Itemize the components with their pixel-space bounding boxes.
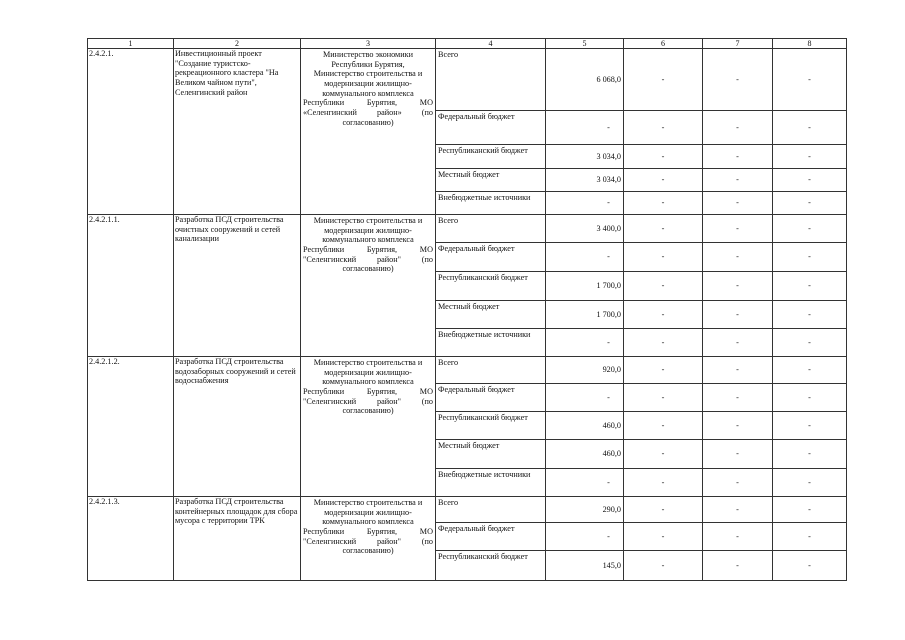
- item-code: 2.4.2.1.2.: [88, 357, 174, 497]
- funding-source: Всего: [436, 357, 546, 384]
- amount-col7: -: [703, 215, 773, 243]
- col-header-2: 2: [174, 39, 301, 49]
- amount-col6: -: [624, 497, 703, 523]
- funding-source: Федеральный бюджет: [436, 111, 546, 145]
- amount-col6: -: [624, 357, 703, 384]
- funding-source: Республиканский бюджет: [436, 412, 546, 440]
- amount-col7: -: [703, 272, 773, 301]
- amount-col6: -: [624, 469, 703, 497]
- amount-col8: -: [773, 169, 847, 192]
- amount-col7: -: [703, 169, 773, 192]
- funding-source: Всего: [436, 497, 546, 523]
- funding-source: Федеральный бюджет: [436, 243, 546, 272]
- item-executor: [301, 215, 436, 357]
- funding-source: Местный бюджет: [436, 301, 546, 329]
- amount-col5: 3 034,0: [546, 145, 624, 169]
- amount-col5: -: [546, 523, 624, 551]
- item-executor: [301, 49, 436, 215]
- amount-col8: -: [773, 523, 847, 551]
- executor-line: Республики Бурятия, МО: [303, 98, 433, 108]
- amount-col6: -: [624, 49, 703, 111]
- funding-source: Внебюджетные источники: [436, 469, 546, 497]
- executor-line: Республики Бурятия, МО: [303, 527, 433, 537]
- funding-source: Республиканский бюджет: [436, 551, 546, 581]
- amount-col5: -: [546, 469, 624, 497]
- table-row: [88, 497, 847, 523]
- amount-col5: -: [546, 111, 624, 145]
- amount-col5: -: [546, 384, 624, 412]
- amount-col7: -: [703, 145, 773, 169]
- amount-col6: -: [624, 412, 703, 440]
- amount-col8: -: [773, 469, 847, 497]
- amount-col6: -: [624, 329, 703, 357]
- item-code: 2.4.2.1.1.: [88, 215, 174, 357]
- amount-col7: -: [703, 497, 773, 523]
- amount-col8: -: [773, 145, 847, 169]
- amount-col6: -: [624, 301, 703, 329]
- amount-col8: -: [773, 111, 847, 145]
- amount-col8: -: [773, 243, 847, 272]
- executor-line: Республики Бурятия,: [331, 59, 405, 69]
- amount-col7: -: [703, 384, 773, 412]
- amount-col6: -: [624, 384, 703, 412]
- funding-source: Республиканский бюджет: [436, 272, 546, 301]
- amount-col6: -: [624, 145, 703, 169]
- amount-col5: 460,0: [546, 440, 624, 469]
- executor-line: модернизации жилищно-: [324, 507, 412, 517]
- item-executor: [301, 357, 436, 497]
- funding-source: Федеральный бюджет: [436, 384, 546, 412]
- amount-col6: -: [624, 111, 703, 145]
- amount-col5: 290,0: [546, 497, 624, 523]
- executor-line: "Селенгинский район" (по: [303, 396, 433, 406]
- amount-col6: -: [624, 272, 703, 301]
- funding-source: Внебюджетные источники: [436, 192, 546, 215]
- amount-col7: -: [703, 357, 773, 384]
- amount-col5: -: [546, 192, 624, 215]
- executor-line: согласованию): [342, 264, 394, 274]
- col-header-8: 8: [773, 39, 847, 49]
- funding-source: Всего: [436, 215, 546, 243]
- amount-col5: 1 700,0: [546, 301, 624, 329]
- item-code: 2.4.2.1.3.: [88, 497, 174, 581]
- col-header-5: 5: [546, 39, 624, 49]
- amount-col8: -: [773, 215, 847, 243]
- col-header-7: 7: [703, 39, 773, 49]
- executor-line: согласованию): [342, 546, 394, 556]
- amount-col7: -: [703, 111, 773, 145]
- amount-col6: -: [624, 243, 703, 272]
- col-header-1: 1: [88, 39, 174, 49]
- amount-col7: -: [703, 329, 773, 357]
- amount-col5: 145,0: [546, 551, 624, 581]
- amount-col7: -: [703, 469, 773, 497]
- amount-col7: -: [703, 440, 773, 469]
- item-name: Разработка ПСД строительства очистных сооружений и сетей канализации: [174, 215, 301, 357]
- executor-line: Министерство строительства и: [313, 69, 423, 79]
- amount-col6: -: [624, 551, 703, 581]
- item-name: Инвестиционный проект "Создание туристско-рекреационного кластера "На Великом чайном пути", Селенгинский район: [174, 49, 301, 215]
- funding-source: Республиканский бюджет: [436, 145, 546, 169]
- item-executor: [301, 497, 436, 581]
- amount-col5: 3 034,0: [546, 169, 624, 192]
- amount-col8: -: [773, 412, 847, 440]
- funding-source: Местный бюджет: [436, 440, 546, 469]
- amount-col5: 1 700,0: [546, 272, 624, 301]
- amount-col6: -: [624, 440, 703, 469]
- item-name: Разработка ПСД строительства водозаборных сооружений и сетей водоснабжения: [174, 357, 301, 497]
- funding-source: Внебюджетные источники: [436, 329, 546, 357]
- col-header-6: 6: [624, 39, 703, 49]
- executor-line: Министерство экономики: [323, 50, 413, 59]
- amount-col5: -: [546, 243, 624, 272]
- executor-line: Министерство строительства и: [313, 358, 423, 367]
- amount-col6: -: [624, 215, 703, 243]
- table-row: [88, 357, 847, 384]
- executor-line: «Селенгинский район» (по: [303, 108, 433, 118]
- amount-col6: -: [624, 192, 703, 215]
- amount-col7: -: [703, 49, 773, 111]
- executor-line: Республики Бурятия, МО: [303, 245, 433, 255]
- executor-line: Министерство строительства и: [313, 498, 423, 507]
- executor-line: коммунального комплекса: [322, 517, 414, 527]
- table-row: [88, 215, 847, 243]
- amount-col7: -: [703, 192, 773, 215]
- amount-col5: 920,0: [546, 357, 624, 384]
- amount-col8: -: [773, 272, 847, 301]
- executor-line: коммунального комплекса: [322, 235, 414, 245]
- amount-col8: -: [773, 384, 847, 412]
- executor-line: Министерство строительства и: [313, 216, 423, 225]
- col-header-4: 4: [436, 39, 546, 49]
- amount-col8: -: [773, 192, 847, 215]
- executor-line: согласованию): [342, 406, 394, 416]
- amount-col8: -: [773, 301, 847, 329]
- executor-line: согласованию): [342, 117, 394, 127]
- budget-table: [87, 38, 847, 581]
- amount-col7: -: [703, 243, 773, 272]
- funding-source: Местный бюджет: [436, 169, 546, 192]
- amount-col8: -: [773, 357, 847, 384]
- executor-line: "Селенгинский район" (по: [303, 254, 433, 264]
- amount-col7: -: [703, 412, 773, 440]
- item-code: 2.4.2.1.: [88, 49, 174, 215]
- document-page: [87, 38, 846, 581]
- amount-col5: 6 068,0: [546, 49, 624, 111]
- executor-line: модернизации жилищно-: [324, 367, 412, 377]
- amount-col8: -: [773, 329, 847, 357]
- executor-line: Республики Бурятия, МО: [303, 387, 433, 397]
- executor-line: коммунального комплекса: [322, 377, 414, 387]
- table-body: [88, 49, 847, 581]
- amount-col6: -: [624, 169, 703, 192]
- funding-source: Федеральный бюджет: [436, 523, 546, 551]
- executor-line: модернизации жилищно-: [324, 225, 412, 235]
- table-row: [88, 49, 847, 111]
- amount-col8: -: [773, 440, 847, 469]
- header-row: [88, 39, 847, 49]
- amount-col5: -: [546, 329, 624, 357]
- amount-col8: -: [773, 551, 847, 581]
- executor-line: коммунального комплекса: [322, 88, 414, 98]
- amount-col6: -: [624, 523, 703, 551]
- item-name: Разработка ПСД строительства контейнерных площадок для сбора мусора с территории ТРК: [174, 497, 301, 581]
- col-header-3: 3: [301, 39, 436, 49]
- amount-col5: 460,0: [546, 412, 624, 440]
- amount-col7: -: [703, 551, 773, 581]
- executor-line: "Селенгинский район" (по: [303, 536, 433, 546]
- amount-col5: 3 400,0: [546, 215, 624, 243]
- amount-col7: -: [703, 301, 773, 329]
- amount-col7: -: [703, 523, 773, 551]
- executor-line: модернизации жилищно-: [324, 79, 412, 89]
- funding-source: Всего: [436, 49, 546, 111]
- amount-col8: -: [773, 49, 847, 111]
- amount-col8: -: [773, 497, 847, 523]
